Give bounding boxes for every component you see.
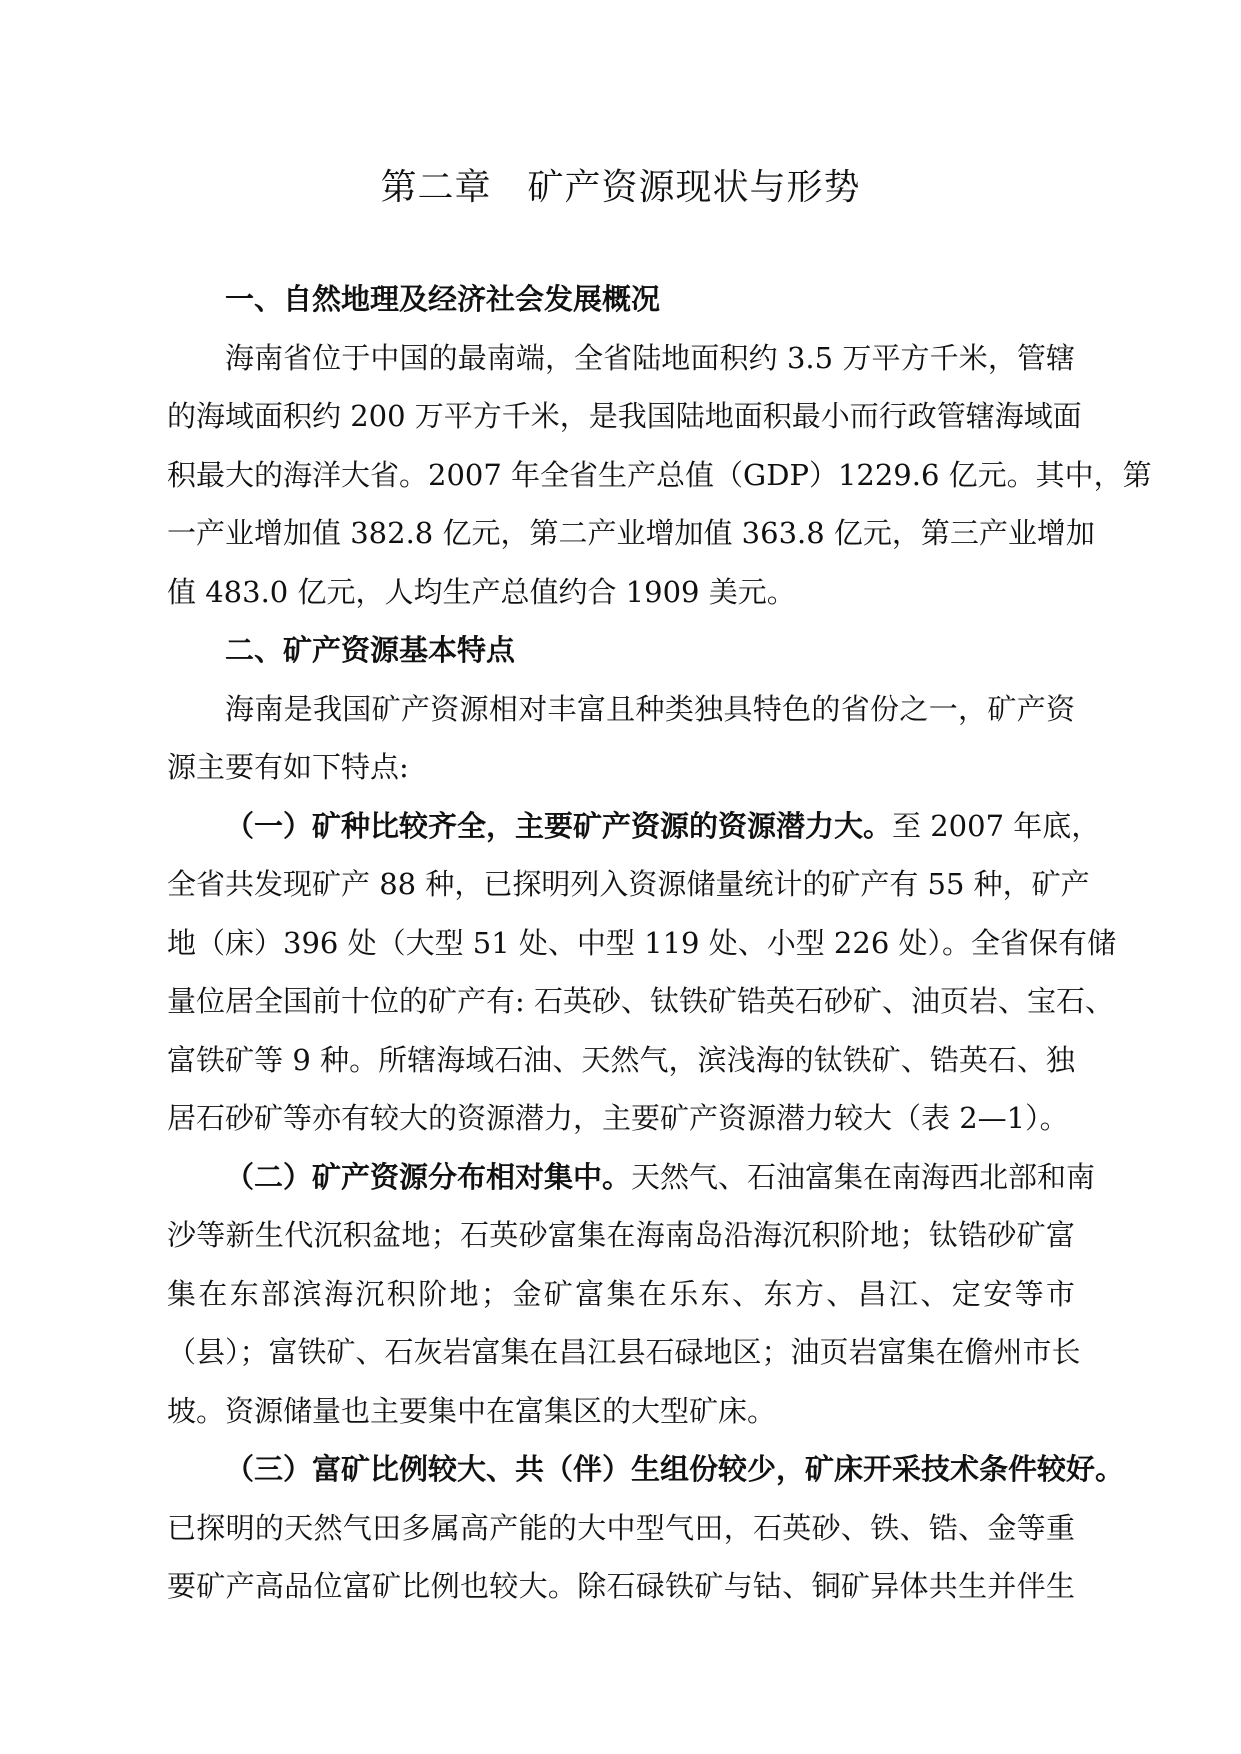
point-text: 天然气、石油富集在南海西北部和南 [631, 1159, 1096, 1194]
chapter-name: 矿产资源现状与形势 [527, 167, 861, 208]
paragraph-line: 沙等新生代沉积盆地；石英砂富集在海南岛沿海沉积阶地；钛锆砂矿富 [167, 1218, 1075, 1252]
paragraph-line: 源主要有如下特点: [167, 750, 409, 784]
paragraph-line: 全省共发现矿产 88 种，已探明列入资源储量统计的矿产有 55 种，矿产 [167, 867, 1090, 901]
paragraph-line: 地（床）396 处（大型 51 处、中型 119 处、小型 226 处）。全省保有储 [167, 925, 1116, 960]
paragraph-line: 的海域面积约 200 万平方千米，是我国陆地面积最小而行政管辖海域面 [167, 399, 1082, 433]
paragraph-line: 值 483.0 亿元，人均生产总值约合 1909 美元。 [167, 574, 796, 609]
paragraph-line: 居石砂矿等亦有较大的资源潜力，主要矿产资源潜力较大（表 2—1）。 [167, 1101, 1069, 1135]
paragraph-line [167, 797, 1101, 856]
paragraph-line: （县）；富铁矿、石灰岩富集在昌江县石碌地区；油页岩富集在儋州市长 [167, 1335, 1081, 1369]
chapter-number: 第二章 [380, 167, 492, 208]
paragraph-line: 已探明的天然气田多属高产能的大中型气田，石英砂、铁、锆、金等重 [167, 1510, 1075, 1545]
paragraph-line: 坡。资源储量也主要集中在富集区的大型矿床。 [167, 1393, 777, 1428]
document-body [167, 270, 1152, 1616]
point-lead: （二）矿产资源分布相对集中。 [225, 1159, 632, 1194]
paragraph-line: 富铁矿等 9 种。所辖海域石油、天然气，滨浅海的钛铁矿、锆英石、独 [167, 1042, 1075, 1077]
paragraph-line: 一产业增加值 382.8 亿元，第二产业增加值 363.8 亿元，第三产业增加 [167, 516, 1095, 550]
paragraph-line: 要矿产高品位富矿比例也较大。除石碌铁矿与钴、铜矿异体共生并伴生 [167, 1569, 1075, 1603]
paragraph-line: 集在东部滨海沉积阶地；金矿富集在乐东、东方、昌江、定安等市 [167, 1276, 1075, 1311]
paragraph-line [167, 1148, 1096, 1207]
point-lead: （三）富矿比例较大、共（伴）生组份较少，矿床开采技术条件较好。 [225, 1452, 1125, 1486]
paragraph-line: 积最大的海洋大省。2007 年全省生产总值（GDP）1229.6 亿元。其中，第 [167, 457, 1152, 492]
paragraph-line: 海南是我国矿产资源相对丰富且种类独具特色的省份之一，矿产资 [225, 691, 1075, 726]
chapter-title [0, 164, 1241, 212]
paragraph-line [167, 1440, 1125, 1499]
point-text: 至 2007 年底， [892, 808, 1101, 843]
section-heading: 一、自然地理及经济社会发展概况 [225, 282, 661, 316]
paragraph-line: 海南省位于中国的最南端，全省陆地面积约 3.5 万平方千米，管辖 [225, 340, 1075, 375]
point-lead: （一）矿种比较齐全，主要矿产资源的资源潜力大。 [225, 808, 893, 843]
paragraph-line: 量位居全国前十位的矿产有: 石英砂、钛铁矿锆英石砂矿、油页岩、宝石、 [167, 984, 1114, 1018]
section-heading: 二、矿产资源基本特点 [225, 633, 516, 667]
